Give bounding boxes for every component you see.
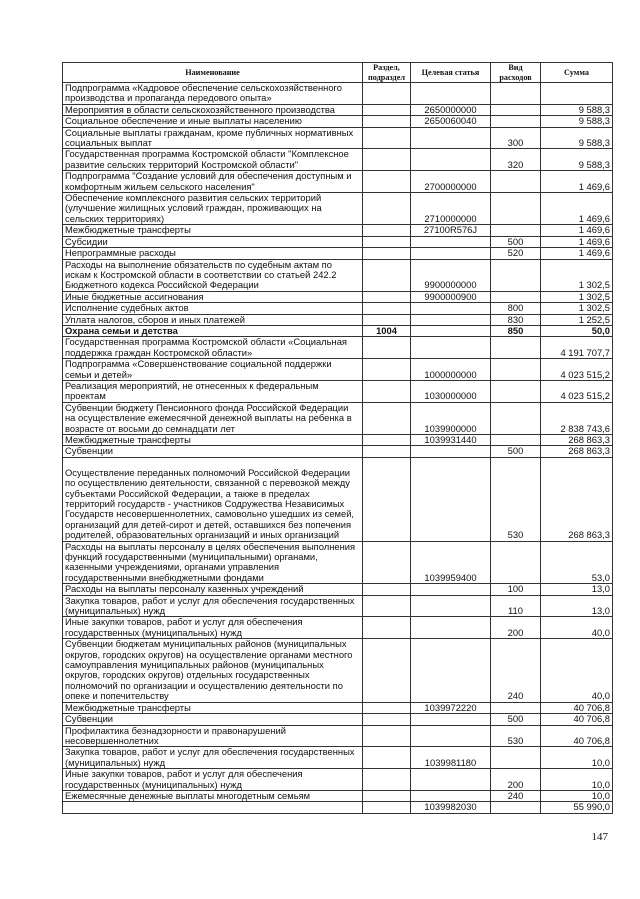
row-target (411, 337, 491, 359)
row-type (491, 83, 541, 105)
row-name: Закупка товаров, работ и услуг для обеспечения государственных (муниципальных) нужд (63, 595, 363, 617)
row-target: 1039931440 (411, 435, 491, 446)
row-name: Иные закупки товаров, работ и услуг для обеспечения государственных (муниципальных) нужд (63, 769, 363, 791)
row-target: 1039981180 (411, 747, 491, 769)
row-sum: 1 302,5 (541, 303, 613, 314)
row-section (363, 747, 411, 769)
row-target: 2650000000 (411, 104, 491, 115)
row-target (411, 325, 491, 336)
header-type: Вид расходов (491, 63, 541, 83)
row-sum: 1 469,6 (541, 248, 613, 259)
row-type: 530 (491, 725, 541, 747)
row-section (363, 595, 411, 617)
table-row (63, 725, 613, 747)
row-name: Непрограммные расходы (63, 248, 363, 259)
row-section (363, 149, 411, 171)
row-target (411, 790, 491, 801)
row-name: Иные закупки товаров, работ и услуг для обеспечения государственных (муниципальных) нужд (63, 617, 363, 639)
table-row (63, 116, 613, 127)
row-name: Субвенции бюджетам муниципальных районов (муниципальных округов, городских округов) на осуществление органами местного самоуправления муниципальных районов (муниципальных округов, городских округов) отдельных государственных полномочий по организации и осуществлению деятельности по опеке и попечительству (63, 639, 363, 702)
row-target: 1039972220 (411, 702, 491, 713)
row-section (363, 584, 411, 595)
table-row (63, 790, 613, 801)
row-name: Уплата налогов, сборов и иных платежей (63, 314, 363, 325)
row-section (363, 541, 411, 584)
row-target (411, 446, 491, 457)
row-type (491, 541, 541, 584)
table-row (63, 104, 613, 115)
row-type: 830 (491, 314, 541, 325)
row-section (363, 402, 411, 434)
row-type (491, 225, 541, 236)
table-row (63, 446, 613, 457)
row-sum: 268 863,3 (541, 457, 613, 541)
row-name: Расходы на выплаты персоналу в целях обеспечения выполнения функций государственными (муниципальными) органами, казенными учреждениями, органами управления государственными внебюджетными фондами (63, 541, 363, 584)
row-target (411, 457, 491, 541)
row-target (411, 714, 491, 725)
table-row (63, 193, 613, 225)
row-type: 240 (491, 639, 541, 702)
table-row (63, 83, 613, 105)
row-name: Подпрограмма "Создание условий для обеспечения доступным и комфортным жильем сельского населения" (63, 171, 363, 193)
row-type: 320 (491, 149, 541, 171)
row-name: Государственная программа Костромской области "Комплексное развитие сельских территорий Костромской области" (63, 149, 363, 171)
row-target (411, 248, 491, 259)
row-section (363, 171, 411, 193)
table-row (63, 380, 613, 402)
row-type (491, 435, 541, 446)
row-sum: 1 469,6 (541, 236, 613, 247)
table-row (63, 149, 613, 171)
row-sum: 268 863,3 (541, 446, 613, 457)
row-target: 2710000000 (411, 193, 491, 225)
table-row (63, 617, 613, 639)
row-type (491, 747, 541, 769)
row-sum: 40,0 (541, 639, 613, 702)
row-sum: 4 023 515,2 (541, 380, 613, 402)
row-section (363, 314, 411, 325)
row-target (411, 595, 491, 617)
row-target: 1030000000 (411, 380, 491, 402)
row-type (491, 116, 541, 127)
row-name: Подпрограмма «Кадровое обеспечение сельскохозяйственного производства и пропаганда передового опыта» (63, 83, 363, 105)
row-target: 1039900000 (411, 402, 491, 434)
row-section (363, 702, 411, 713)
row-name: Осуществление переданных полномочий Российской Федерации по осуществлению деятельности, связанной с перевозкой между субъектами Российской Федерации, а также в пределах территорий государств - участников Содружества Независимых Государств несовершеннолетних, самовольно ушедших из семей, организаций для детей-сирот и детей, оставшихся без попечения родителей, образовательных организаций и иных организаций (63, 457, 363, 541)
table-row (63, 802, 613, 813)
header-name: Наименование (63, 63, 363, 83)
row-name: Профилактика безнадзорности и правонарушений несовершеннолетних (63, 725, 363, 747)
row-name: Ежемесячные денежные выплаты многодетным семьям (63, 790, 363, 801)
row-sum: 40,0 (541, 617, 613, 639)
row-name: Субвенции (63, 446, 363, 457)
row-section (363, 225, 411, 236)
row-name: Мероприятия в области сельскохозяйственного производства (63, 104, 363, 115)
row-type: 200 (491, 617, 541, 639)
budget-table (62, 62, 613, 814)
table-row (63, 457, 613, 541)
table-row (63, 541, 613, 584)
row-type (491, 380, 541, 402)
table-row (63, 259, 613, 291)
row-name: Подпрограмма «Совершенствование социальной поддержки семьи и детей» (63, 359, 363, 381)
row-name: Социальные выплаты гражданам, кроме публичных нормативных социальных выплат (63, 127, 363, 149)
row-section (363, 116, 411, 127)
row-sum: 1 302,5 (541, 259, 613, 291)
header-sum: Сумма (541, 63, 613, 83)
row-name: Иные бюджетные ассигнования (63, 291, 363, 302)
table-row (63, 314, 613, 325)
row-section (363, 790, 411, 801)
row-section (363, 193, 411, 225)
table-row (63, 595, 613, 617)
row-target: 9900000000 (411, 259, 491, 291)
row-type: 800 (491, 303, 541, 314)
row-section (363, 248, 411, 259)
row-type: 300 (491, 127, 541, 149)
row-sum: 268 863,3 (541, 435, 613, 446)
row-type (491, 802, 541, 813)
table-row (63, 714, 613, 725)
table-row (63, 639, 613, 702)
row-sum: 40 706,8 (541, 725, 613, 747)
row-section (363, 303, 411, 314)
row-sum: 9 588,3 (541, 116, 613, 127)
row-sum: 10,0 (541, 790, 613, 801)
row-name: Социальное обеспечение и иные выплаты населению (63, 116, 363, 127)
row-name: Расходы на выполнение обязательств по судебным актам по искам к Костромской области в соответствии со статьей 242.2 Бюджетного кодекса Российской Федерации (63, 259, 363, 291)
row-section (363, 446, 411, 457)
row-name: Государственная программа Костромской области «Социальная поддержка граждан Костромской области» (63, 337, 363, 359)
row-section (363, 380, 411, 402)
row-sum: 55 990,0 (541, 802, 613, 813)
row-sum: 1 469,6 (541, 193, 613, 225)
row-target (411, 639, 491, 702)
row-sum: 9 588,3 (541, 104, 613, 115)
table-row (63, 236, 613, 247)
row-section (363, 337, 411, 359)
row-target: 1039959400 (411, 541, 491, 584)
row-type (491, 402, 541, 434)
row-sum: 50,0 (541, 325, 613, 336)
row-type (491, 171, 541, 193)
row-name: Межбюджетные трансферты (63, 225, 363, 236)
row-target: 27100R576J (411, 225, 491, 236)
table-row (63, 171, 613, 193)
row-name: Межбюджетные трансферты (63, 435, 363, 446)
row-type: 500 (491, 446, 541, 457)
row-sum (541, 83, 613, 105)
row-type: 850 (491, 325, 541, 336)
row-name (63, 802, 363, 813)
row-sum: 40 706,8 (541, 702, 613, 713)
row-name: Закупка товаров, работ и услуг для обеспечения государственных (муниципальных) нужд (63, 747, 363, 769)
row-type: 200 (491, 769, 541, 791)
row-sum: 4 191 707,7 (541, 337, 613, 359)
row-name: Межбюджетные трансферты (63, 702, 363, 713)
table-row (63, 325, 613, 336)
row-section (363, 725, 411, 747)
row-name: Субвенции (63, 714, 363, 725)
page-number: 147 (591, 831, 608, 843)
row-section (363, 83, 411, 105)
row-name: Реализация мероприятий, не отнесенных к федеральным проектам (63, 380, 363, 402)
table-row (63, 702, 613, 713)
table-row (63, 584, 613, 595)
row-section (363, 259, 411, 291)
table-row (63, 225, 613, 236)
row-type: 500 (491, 714, 541, 725)
row-target: 1000000000 (411, 359, 491, 381)
row-type (491, 359, 541, 381)
row-section (363, 291, 411, 302)
table-row (63, 435, 613, 446)
table-row (63, 359, 613, 381)
row-target (411, 725, 491, 747)
row-sum: 4 023 515,2 (541, 359, 613, 381)
row-sum: 10,0 (541, 769, 613, 791)
row-type (491, 104, 541, 115)
row-sum: 9 588,3 (541, 149, 613, 171)
row-target (411, 149, 491, 171)
row-sum: 53,0 (541, 541, 613, 584)
table-row (63, 769, 613, 791)
row-type: 530 (491, 457, 541, 541)
row-target: 9900000900 (411, 291, 491, 302)
row-type (491, 193, 541, 225)
row-target (411, 617, 491, 639)
row-sum: 1 252,5 (541, 314, 613, 325)
row-type: 240 (491, 790, 541, 801)
row-target (411, 236, 491, 247)
table-row (63, 303, 613, 314)
row-target (411, 314, 491, 325)
row-target: 2700000000 (411, 171, 491, 193)
row-section (363, 435, 411, 446)
row-name: Субсидии (63, 236, 363, 247)
row-target (411, 303, 491, 314)
table-header (63, 63, 613, 83)
header-section: Раздел, подраздел (363, 63, 411, 83)
row-sum: 13,0 (541, 595, 613, 617)
row-sum: 1 469,6 (541, 171, 613, 193)
row-sum: 1 469,6 (541, 225, 613, 236)
table-row (63, 747, 613, 769)
row-type (491, 259, 541, 291)
row-section: 1004 (363, 325, 411, 336)
table-row (63, 291, 613, 302)
row-section (363, 714, 411, 725)
row-target (411, 584, 491, 595)
row-name: Охрана семьи и детства (63, 325, 363, 336)
row-target (411, 83, 491, 105)
row-section (363, 359, 411, 381)
row-type: 500 (491, 236, 541, 247)
row-sum: 9 588,3 (541, 127, 613, 149)
row-type: 100 (491, 584, 541, 595)
row-target (411, 127, 491, 149)
row-type: 110 (491, 595, 541, 617)
row-section (363, 769, 411, 791)
header-target: Целевая статья (411, 63, 491, 83)
row-sum: 10,0 (541, 747, 613, 769)
row-section (363, 236, 411, 247)
row-sum: 1 302,5 (541, 291, 613, 302)
row-name: Исполнение судебных актов (63, 303, 363, 314)
row-sum: 40 706,8 (541, 714, 613, 725)
row-name: Субвенции бюджету Пенсионного фонда Российской Федерации на осуществление ежемесячной денежной выплаты на ребенка в возрасте от восьми до семнадцати лет (63, 402, 363, 434)
row-sum: 2 838 743,6 (541, 402, 613, 434)
row-name: Расходы на выплаты персоналу казенных учреждений (63, 584, 363, 595)
row-target: 1039982030 (411, 802, 491, 813)
row-type (491, 337, 541, 359)
table-row (63, 402, 613, 434)
row-section (363, 127, 411, 149)
row-target: 2650060040 (411, 116, 491, 127)
row-type: 520 (491, 248, 541, 259)
table-row (63, 127, 613, 149)
table-body (63, 83, 613, 814)
row-type (491, 291, 541, 302)
row-type (491, 702, 541, 713)
table-row (63, 337, 613, 359)
table-row (63, 248, 613, 259)
row-section (363, 457, 411, 541)
row-name: Обеспечение комплексного развития сельских территорий (улучшение жилищных условий граждан, проживающих на сельских территориях) (63, 193, 363, 225)
row-sum: 13,0 (541, 584, 613, 595)
row-section (363, 802, 411, 813)
row-section (363, 617, 411, 639)
row-section (363, 104, 411, 115)
row-section (363, 639, 411, 702)
row-target (411, 769, 491, 791)
